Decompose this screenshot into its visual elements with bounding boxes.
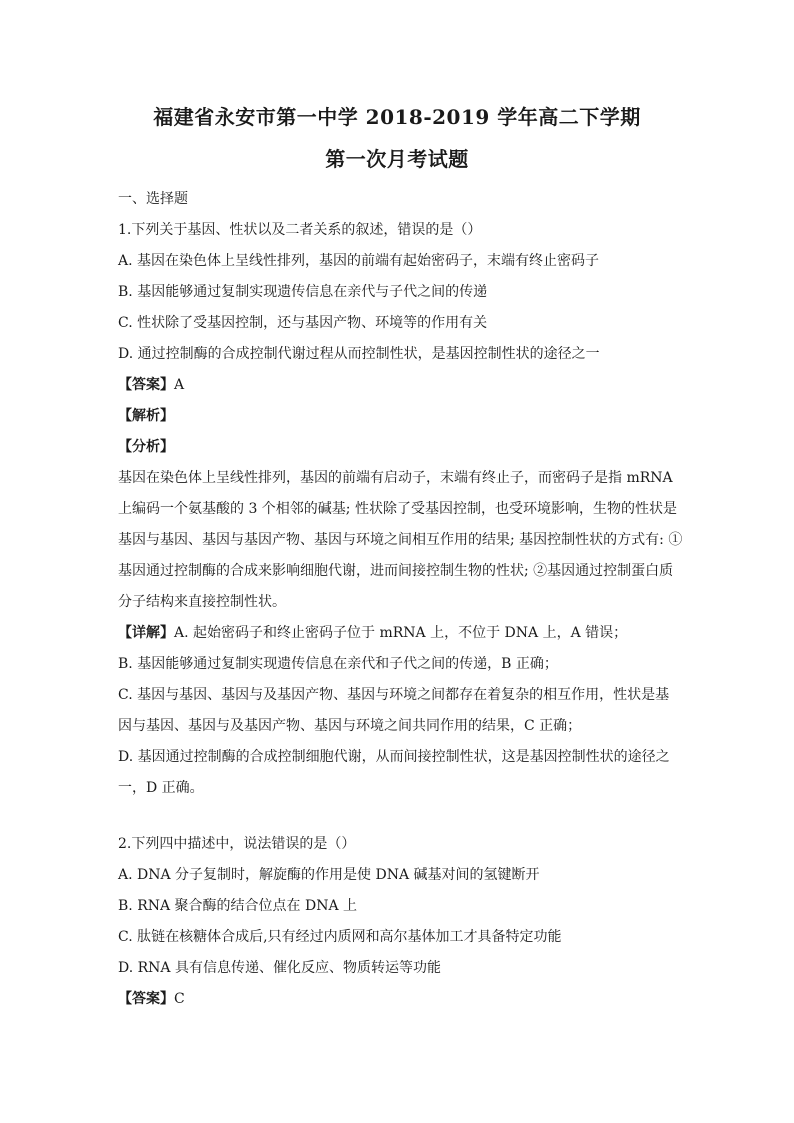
question-2-option-d: D. RNA 具有信息传递、催化反应、物质转运等功能 [118,960,441,976]
detail-line: B. 基因能够通过复制实现遗传信息在亲代和子代之间的传递，B 正确； [118,656,558,672]
document-body [118,184,683,1015]
fenxi-line: 分子结构来直接控制性状。 [118,594,286,610]
question-1-analysis-label: 【解析】 [118,408,174,424]
question-separator [118,804,678,829]
detail-line: C. 基因与基因、基因与及基因产物、基因与环境之间都存在着复杂的相互作用，性状是基 [118,687,670,703]
question-2 [118,829,678,1015]
question-2-option-b: B. RNA 聚合酶的结合位点在 DNA 上 [118,898,358,914]
detail-line: 一，D 正确。 [118,780,204,796]
answer-value: C [174,991,185,1007]
question-1-option-a: A. 基因在染色体上呈线性排列，基因的前端有起始密码子，末端有终止密码子 [118,253,600,269]
answer-label: 【答案】 [118,991,174,1007]
answer-label: 【答案】 [118,377,174,393]
detail-line: D. 基因通过控制酶的合成控制细胞代谢，从而间接控制性状，这是基因控制性状的途径之 [118,749,670,765]
question-1-option-b: B. 基因能够通过复制实现遗传信息在亲代与子代之间的传递 [118,284,488,300]
document-title-line2: 第一次月考试题 [325,147,469,171]
question-1-answer [118,370,678,401]
detail-line-first [118,618,678,649]
question-2-option-c: C. 肽链在核糖体合成后,只有经过内质网和高尔基体加工才具备特定功能 [118,929,562,945]
question-2-stem: 2.下列四中描述中，说法错误的是（） [118,836,356,852]
question-2-answer [118,984,678,1015]
question-1-option-c: C. 性状除了受基因控制，还与基因产物、环境等的作用有关 [118,315,488,331]
detail-label: 【详解】 [118,625,174,641]
question-1-stem: 1.下列关于基因、性状以及二者关系的叙述，错误的是（） [118,222,482,238]
question-2-option-a: A. DNA 分子复制时，解旋酶的作用是使 DNA 碱基对间的氢键断开 [118,867,540,883]
fenxi-line: 基因通过控制酶的合成来影响细胞代谢，进而间接控制生物的性状; ②基因通过控制蛋白质 [118,563,674,579]
answer-value: A [174,377,185,393]
question-1 [118,215,683,804]
question-1-option-d: D. 通过控制酶的合成控制代谢过程从而控制性状，是基因控制性状的途径之一 [118,346,600,362]
document-title-line1: 福建省永安市第一中学 2018-2019 学年高二下学期 [153,105,641,129]
section-heading: 一、选择题 [118,191,188,207]
fenxi-line: 上编码一个氨基酸的 3 个相邻的碱基; 性状除了受基因控制，也受环境影响，生物的性状是 [118,501,677,517]
fenxi-line: 基因与基因、基因与基因产物、基因与环境之间相互作用的结果; 基因控制性状的方式有: ① [118,532,683,548]
fenxi-line: 基因在染色体上呈线性排列，基因的前端有启动子，末端有终止子，而密码子是指 mRNA [118,470,673,486]
detail-line: 因与基因、基因与及基因产物、基因与环境之间共同作用的结果，C 正确； [118,718,582,734]
detail-text: A. 起始密码子和终止密码子位于 mRNA 上，不位于 DNA 上，A 错误； [174,625,628,641]
question-1-fenxi-label: 【分析】 [118,439,174,455]
